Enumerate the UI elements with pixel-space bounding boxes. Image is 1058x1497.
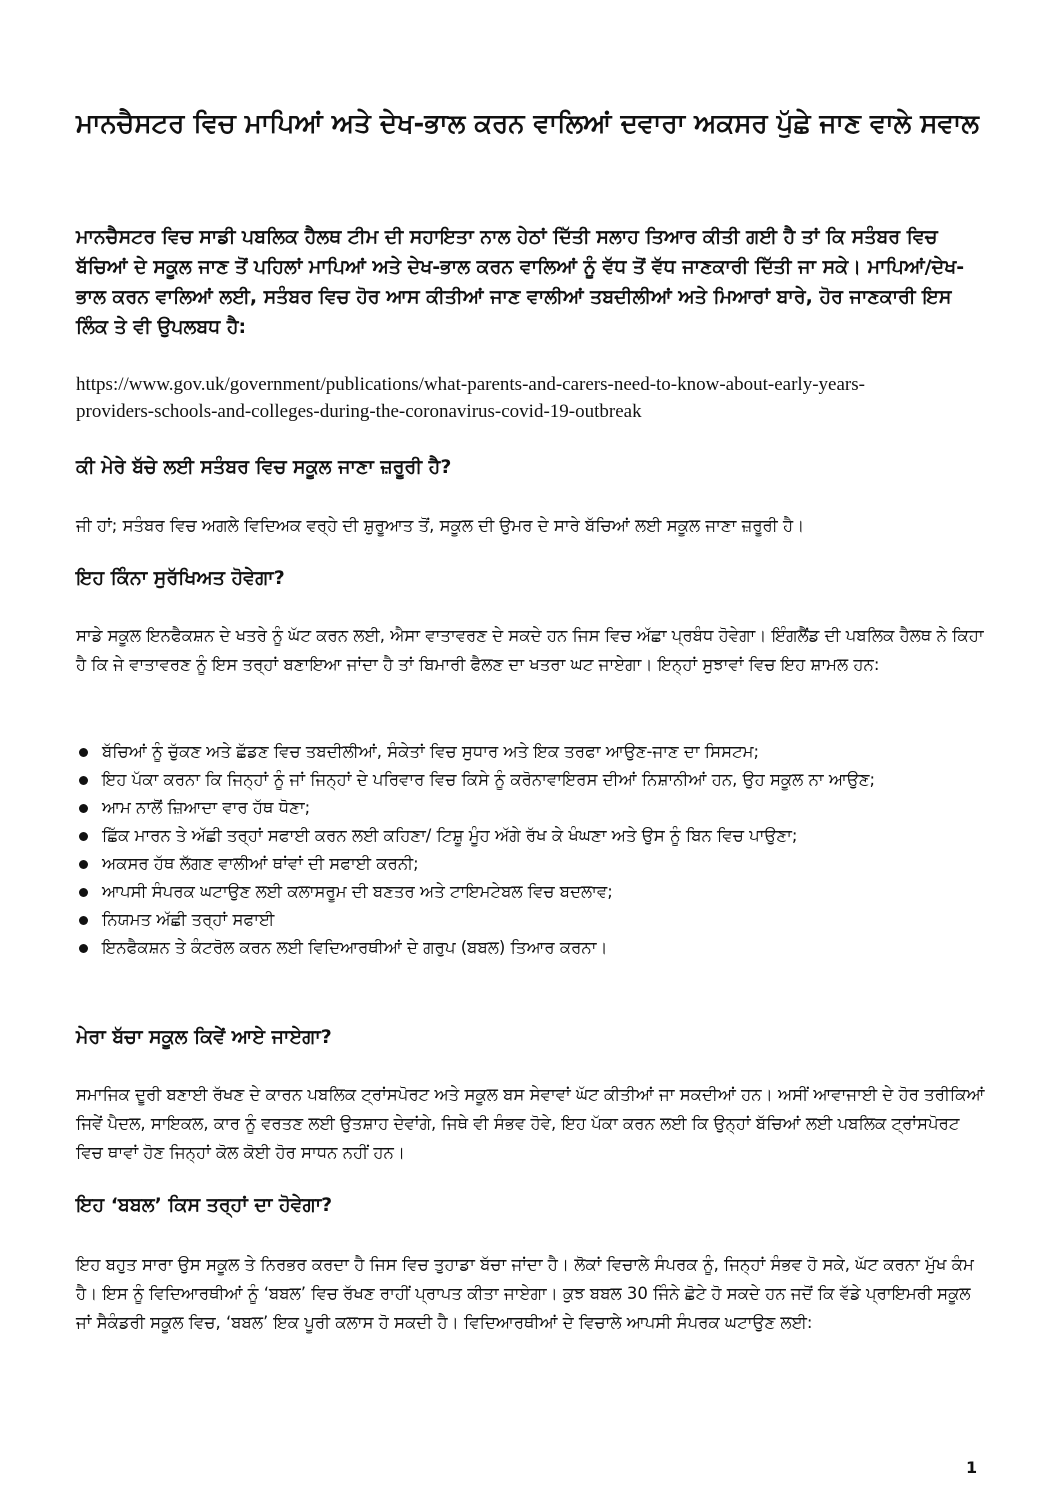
list-item: ਇਹ ਪੱਕਾ ਕਰਨਾ ਕਿ ਜਿਨ੍ਹਾਂ ਨੂੰ ਜਾਂ ਜਿਨ੍ਹਾਂ ਦੇ ਪਰਿਵਾਰ ਵਿਚ ਕਿਸੇ ਨੂੰ ਕਰੋਨਾਵਾਇਰਸ ਦੀਆਂ ਨਿਸ਼ਾਨੀਆਂ ਹਨ, ਉਹ ਸਕੂਲ ਨਾ ਆਉਣ; (76, 766, 986, 794)
bullet-icon (79, 888, 88, 897)
list-item: ਬੱਚਿਆਂ ਨੂੰ ਚੁੱਕਣ ਅਤੇ ਛੱਡਣ ਵਿਚ ਤਬਦੀਲੀਆਂ, ਸੰਕੇਤਾਂ ਵਿਚ ਸੁਧਾਰ ਅਤੇ ਇਕ ਤਰਫਾ ਆਉਣ-ਜਾਣ ਦਾ ਸਿਸਟਮ; (76, 738, 986, 766)
section-heading-transport: ਮੇਰਾ ਬੱਚਾ ਸਕੂਲ ਕਿਵੇਂ ਆਏ ਜਾਏਗਾ? (76, 1026, 332, 1048)
list-item: ਨਿਯਮਤ ਅੱਛੀ ਤਰ੍ਹਾਂ ਸਫਾਈ (76, 906, 986, 934)
section-heading-attendance: ਕੀ ਮੇਰੇ ਬੱਚੇ ਲਈ ਸਤੰਬਰ ਵਿਚ ਸਕੂਲ ਜਾਣਾ ਜ਼ਰੂਰੀ ਹੈ? (76, 456, 452, 478)
reference-link[interactable] (76, 371, 986, 425)
bullet-icon (79, 748, 88, 757)
list-item: ਛਿੱਕ ਮਾਰਨ ਤੇ ਅੱਛੀ ਤਰ੍ਹਾਂ ਸਫਾਈ ਕਰਨ ਲਈ ਕਹਿਣਾ/ ਟਿਸ਼ੂ ਮੂੰਹ ਅੱਗੇ ਰੱਖ ਕੇ ਖੰਘਣਾ ਅਤੇ ਉਸ ਨੂੰ ਬਿਨ ਵਿਚ ਪਾਉਣਾ; (76, 822, 986, 850)
bullet-icon (79, 944, 88, 953)
bullet-icon (79, 860, 88, 869)
list-item: ਆਮ ਨਾਲੋਂ ਜ਼ਿਆਦਾ ਵਾਰ ਹੱਥ ਧੋਣਾ; (76, 794, 986, 822)
section-heading-safety: ਇਹ ਕਿੰਨਾ ਸੁਰੱਖਿਅਤ ਹੋਵੇਗਾ? (76, 567, 285, 589)
bullet-icon (79, 916, 88, 925)
page-number: 1 (966, 1458, 978, 1477)
section-body-bubble: ਇਹ ਬਹੁਤ ਸਾਰਾ ਉਸ ਸਕੂਲ ਤੇ ਨਿਰਭਰ ਕਰਦਾ ਹੈ ਜਿਸ ਵਿਚ ਤੁਹਾਡਾ ਬੱਚਾ ਜਾਂਦਾ ਹੈ। ਲੋਕਾਂ ਵਿਚਾਲੇ ਸੰਪਰਕ ਨੂੰ, ਜਿਨ੍ਹਾਂ ਸੰਭਵ ਹੋ ਸਕੇ, ਘੱਟ ਕਰਨਾ ਮੁੱਖ ਕੰਮ ਹੈ। ਇਸ ਨੂੰ ਵਿਦਿਆਰਥੀਆਂ ਨੂੰ ‘ਬਬਲ’ ਵਿਚ ਰੱਖਣ ਰਾਹੀਂ ਪ੍ਰਾਪਤ ਕੀਤਾ ਜਾਏਗਾ। ਕੁਝ ਬਬਲ 30 ਜਿੰਨੇ ਛੋਟੇ ਹੋ ਸਕਦੇ ਹਨ ਜਦੋਂ ਕਿ ਵੱਡੇ ਪ੍ਰਾਇਮਰੀ ਸਕੂਲ ਜਾਂ ਸੈਕੰਡਰੀ ਸਕੂਲ ਵਿਚ, ‘ਬਬਲ’ ਇਕ ਪੂਰੀ ਕਲਾਸ ਹੋ ਸਕਦੀ ਹੈ। ਵਿਦਿਆਰਥੀਆਂ ਦੇ ਵਿਚਾਲੇ ਆਪਸੀ ਸੰਪਰਕ ਘਟਾਉਣ ਲਈ: (76, 1255, 974, 1332)
bullet-icon (79, 832, 88, 841)
document-title: ਮਾਨਚੈਸਟਰ ਵਿਚ ਮਾਪਿਆਂ ਅਤੇ ਦੇਖ-ਭਾਲ ਕਰਨ ਵਾਲਿਆਂ ਦਵਾਰਾ ਅਕਸਰ ਪੁੱਛੇ ਜਾਣ ਵਾਲੇ ਸਵਾਲ (76, 109, 979, 139)
list-item: ਇਨਫੈਕਸ਼ਨ ਤੇ ਕੰਟਰੋਲ ਕਰਨ ਲਈ ਵਿਦਿਆਰਥੀਆਂ ਦੇ ਗਰੁਪ (ਬਬਲ) ਤਿਆਰ ਕਰਨਾ। (76, 934, 986, 962)
section-body-attendance: ਜੀ ਹਾਂ; ਸਤੰਬਰ ਵਿਚ ਅਗਲੇ ਵਿਦਿਅਕ ਵਰ੍ਹੇ ਦੀ ਸ਼ੁਰੂਆਤ ਤੋਂ, ਸਕੂਲ ਦੀ ਉਮਰ ਦੇ ਸਾਰੇ ਬੱਚਿਆਂ ਲਈ ਸਕੂਲ ਜਾਣਾ ਜ਼ਰੂਰੀ ਹੈ। (76, 516, 805, 535)
section-body-safety: ਸਾਡੇ ਸਕੂਲ ਇਨਫੈਕਸ਼ਨ ਦੇ ਖਤਰੇ ਨੂੰ ਘੱਟ ਕਰਨ ਲਈ, ਐਸਾ ਵਾਤਾਵਰਣ ਦੇ ਸਕਦੇ ਹਨ ਜਿਸ ਵਿਚ ਅੱਛਾ ਪ੍ਰਬੰਧ ਹੋਵੇਗਾ। ਇੰਗਲੈਂਡ ਦੀ ਪਬਲਿਕ ਹੈਲਥ ਨੇ ਕਿਹਾ ਹੈ ਕਿ ਜੇ ਵਾਤਾਵਰਣ ਨੂੰ ਇਸ ਤਰ੍ਹਾਂ ਬਣਾਇਆ ਜਾਂਦਾ ਹੈ ਤਾਂ ਬਿਮਾਰੀ ਫੈਲਣ ਦਾ ਖਤਰਾ ਘਟ ਜਾਏਗਾ। ਇਨ੍ਹਾਂ ਸੁਝਾਵਾਂ ਵਿਚ ਇਹ ਸ਼ਾਮਲ ਹਨ: (76, 626, 984, 674)
bullet-icon (79, 804, 88, 813)
list-item: ਆਪਸੀ ਸੰਪਰਕ ਘਟਾਉਣ ਲਈ ਕਲਾਸਰੂਮ ਦੀ ਬਣਤਰ ਅਤੇ ਟਾਇਮਟੇਬਲ ਵਿਚ ਬਦਲਾਵ; (76, 878, 986, 906)
bullet-icon (79, 776, 88, 785)
reference-link-line-1[interactable]: https://www.gov.uk/government/publications/what-parents-and-carers-need-to-know-about-early-years- (76, 374, 865, 395)
reference-link-line-2[interactable]: providers-schools-and-colleges-during-the-coronavirus-covid-19-outbreak (76, 401, 642, 422)
safety-measures-list (76, 738, 986, 962)
section-heading-bubble: ਇਹ ‘ਬਬਲ’ ਕਿਸ ਤਰ੍ਹਾਂ ਦਾ ਹੋਵੇਗਾ? (76, 1194, 333, 1216)
list-item: ਅਕਸਰ ਹੱਥ ਲੱਗਣ ਵਾਲੀਆਂ ਥਾਂਵਾਂ ਦੀ ਸਫਾਈ ਕਰਨੀ; (76, 850, 986, 878)
intro-paragraph: ਮਾਨਚੈਸਟਰ ਵਿਚ ਸਾਡੀ ਪਬਲਿਕ ਹੈਲਥ ਟੀਮ ਦੀ ਸਹਾਇਤਾ ਨਾਲ ਹੇਠਾਂ ਦਿੱਤੀ ਸਲਾਹ ਤਿਆਰ ਕੀਤੀ ਗਈ ਹੈ ਤਾਂ ਕਿ ਸਤੰਬਰ ਵਿਚ ਬੱਚਿਆਂ ਦੇ ਸਕੂਲ ਜਾਣ ਤੋਂ ਪਹਿਲਾਂ ਮਾਪਿਆਂ ਅਤੇ ਦੇਖ-ਭਾਲ ਕਰਨ ਵਾਲਿਆਂ ਨੂੰ ਵੱਧ ਤੋਂ ਵੱਧ ਜਾਣਕਾਰੀ ਦਿੱਤੀ ਜਾ ਸਕੇ। ਮਾਪਿਆਂ/ਦੇਖ-ਭਾਲ ਕਰਨ ਵਾਲਿਆਂ ਲਈ, ਸਤੰਬਰ ਵਿਚ ਹੋਰ ਆਸ ਕੀਤੀਆਂ ਜਾਣ ਵਾਲੀਆਂ ਤਬਦੀਲੀਆਂ ਅਤੇ ਮਿਆਰਾਂ ਬਾਰੇ, ਹੋਰ ਜਾਣਕਾਰੀ ਇਸ ਲਿੰਕ ਤੇ ਵੀ ਉਪਲਬਧ ਹੈ: (76, 226, 965, 338)
section-body-transport: ਸਮਾਜਿਕ ਦੂਰੀ ਬਣਾਈ ਰੱਖਣ ਦੇ ਕਾਰਨ ਪਬਲਿਕ ਟ੍ਰਾਂਸਪੋਰਟ ਅਤੇ ਸਕੂਲ ਬਸ ਸੇਵਾਵਾਂ ਘੱਟ ਕੀਤੀਆਂ ਜਾ ਸਕਦੀਆਂ ਹਨ। ਅਸੀਂ ਆਵਾਜਾਈ ਦੇ ਹੋਰ ਤਰੀਕਿਆਂ ਜਿਵੇਂ ਪੈਦਲ, ਸਾਇਕਲ, ਕਾਰ ਨੂੰ ਵਰਤਣ ਲਈ ਉਤਸ਼ਾਹ ਦੇਵਾਂਗੇ, ਜਿਥੇ ਵੀ ਸੰਭਵ ਹੋਵੇ, ਇਹ ਪੱਕਾ ਕਰਨ ਲਈ ਕਿ ਉਨ੍ਹਾਂ ਬੱਚਿਆਂ ਲਈ ਪਬਲਿਕ ਟ੍ਰਾਂਸਪੋਰਟ ਵਿਚ ਥਾਵਾਂ ਹੋਣ ਜਿਨ੍ਹਾਂ ਕੋਲ ਕੋਈ ਹੋਰ ਸਾਧਨ ਨਹੀਂ ਹਨ। (76, 1085, 985, 1162)
